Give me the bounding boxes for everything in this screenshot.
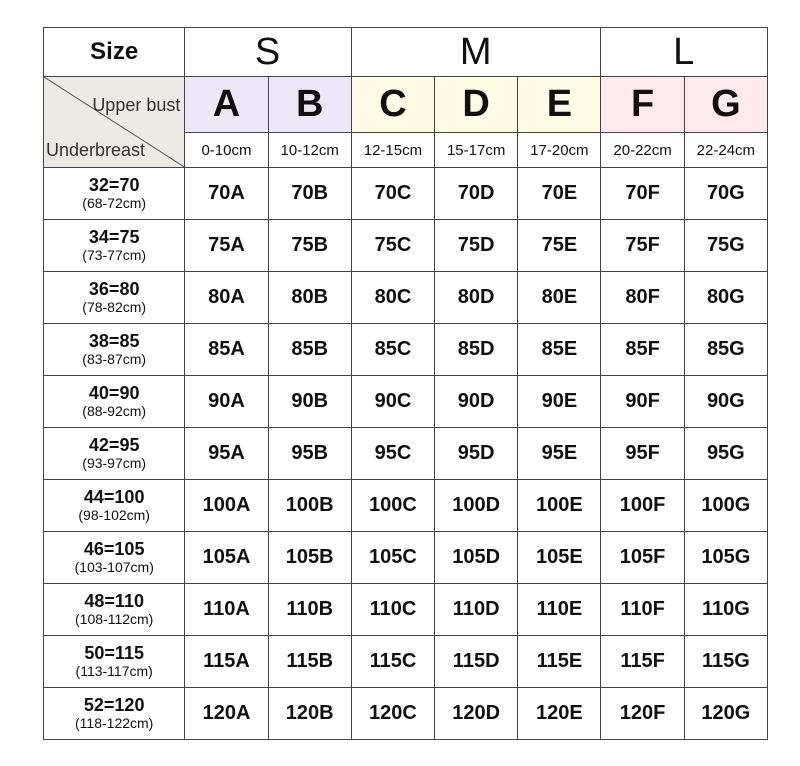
size-cell: 85B [268, 324, 351, 376]
band-size-cell [44, 272, 185, 324]
size-cell: 120E [518, 688, 601, 740]
band-range-label: (73-77cm) [82, 247, 147, 263]
table-row [44, 376, 768, 428]
size-cell: 100F [601, 480, 684, 532]
cup-range-f: 20-22cm [601, 133, 684, 168]
bra-size-chart [43, 27, 768, 740]
table-row [44, 272, 768, 324]
size-cell: 100E [518, 480, 601, 532]
size-cell: 75F [601, 220, 684, 272]
cup-range-a: 0-10cm [185, 133, 268, 168]
size-cell: 90A [185, 376, 268, 428]
size-cell: 100G [684, 480, 767, 532]
size-cell: 120A [185, 688, 268, 740]
size-cell: 115E [518, 636, 601, 688]
size-cell: 115F [601, 636, 684, 688]
size-cell: 105A [185, 532, 268, 584]
size-cell: 95F [601, 428, 684, 480]
size-cell: 80B [268, 272, 351, 324]
size-cell: 115B [268, 636, 351, 688]
band-size-label: 52=120 [83, 695, 145, 715]
band-size-cell [44, 688, 185, 740]
size-cell: 110F [601, 584, 684, 636]
band-size-label: 50=115 [84, 643, 144, 663]
size-cell: 120C [351, 688, 434, 740]
size-cell: 90F [601, 376, 684, 428]
size-cell: 80D [435, 272, 518, 324]
size-cell: 105E [518, 532, 601, 584]
size-cell: 110E [518, 584, 601, 636]
band-range-label: (98-102cm) [78, 507, 150, 523]
band-range-label: (78-82cm) [82, 299, 147, 315]
band-size-cell [44, 584, 185, 636]
size-cell: 110D [435, 584, 518, 636]
size-cell: 75G [684, 220, 767, 272]
size-cell: 70C [351, 168, 434, 220]
size-cell: 70D [435, 168, 518, 220]
size-cell: 80C [351, 272, 434, 324]
size-cell: 115G [684, 636, 767, 688]
table-row [44, 428, 768, 480]
size-cell: 85E [518, 324, 601, 376]
size-cell: 105D [435, 532, 518, 584]
cup-letter-g: G [684, 77, 767, 133]
size-header [44, 28, 185, 77]
size-cell: 120G [684, 688, 767, 740]
size-cell: 100A [185, 480, 268, 532]
band-size-cell [44, 636, 185, 688]
band-range-label: (113-117cm) [75, 663, 153, 679]
size-cell: 70F [601, 168, 684, 220]
band-size-cell [44, 480, 185, 532]
size-group-l: L [601, 28, 768, 77]
size-cell: 70G [684, 168, 767, 220]
size-cell: 75B [268, 220, 351, 272]
size-cell: 80G [684, 272, 767, 324]
table-row [44, 532, 768, 584]
table-row [44, 636, 768, 688]
size-cell: 95B [268, 428, 351, 480]
cup-range-c: 12-15cm [351, 133, 434, 168]
size-cell: 95G [684, 428, 767, 480]
size-cell: 110B [268, 584, 351, 636]
band-size-cell [44, 376, 185, 428]
size-cell: 80F [601, 272, 684, 324]
size-group-s: S [185, 28, 351, 77]
cup-letter-b: B [268, 77, 351, 133]
band-range-label: (103-107cm) [74, 559, 154, 575]
size-group-m: M [351, 28, 601, 77]
cup-letter-a: A [185, 77, 268, 133]
size-cell: 75D [435, 220, 518, 272]
size-cell: 75C [351, 220, 434, 272]
size-cell: 95D [435, 428, 518, 480]
cup-range-b: 10-12cm [268, 133, 351, 168]
cup-range-g: 22-24cm [684, 133, 767, 168]
size-cell: 110C [351, 584, 434, 636]
band-size-label: 46=105 [83, 539, 145, 559]
table-row [44, 688, 768, 740]
table-row [44, 480, 768, 532]
underbreast-label: Underbreast [46, 140, 146, 160]
band-range-label: (83-87cm) [82, 351, 147, 367]
cup-letter-f: F [601, 77, 684, 133]
size-cell: 120F [601, 688, 684, 740]
size-cell: 90C [351, 376, 434, 428]
band-size-label: 34=75 [88, 227, 140, 247]
size-header-label: Size [90, 38, 139, 65]
band-size-label: 42=95 [88, 435, 140, 455]
size-cell: 70E [518, 168, 601, 220]
size-cell: 100D [435, 480, 518, 532]
size-cell: 110G [684, 584, 767, 636]
size-cell: 120D [435, 688, 518, 740]
band-range-label: (118-122cm) [75, 715, 154, 731]
table-row [44, 220, 768, 272]
size-cell: 115A [185, 636, 268, 688]
band-size-label: 32=70 [88, 175, 140, 195]
size-cell: 105G [684, 532, 767, 584]
cup-letter-e: E [518, 77, 601, 133]
band-size-label: 38=85 [88, 331, 140, 351]
size-cell: 105B [268, 532, 351, 584]
size-cell: 85C [351, 324, 434, 376]
size-cell: 85G [684, 324, 767, 376]
size-cell: 75E [518, 220, 601, 272]
size-cell: 85F [601, 324, 684, 376]
band-size-cell [44, 220, 185, 272]
size-cell: 70A [185, 168, 268, 220]
table-row [44, 584, 768, 636]
cup-letter-row [44, 77, 768, 133]
size-cell: 90B [268, 376, 351, 428]
band-size-label: 44=100 [83, 487, 145, 507]
size-cell: 95A [185, 428, 268, 480]
size-cell: 90E [518, 376, 601, 428]
band-size-label: 48=110 [84, 591, 144, 611]
size-cell: 85A [185, 324, 268, 376]
band-range-label: (68-72cm) [82, 195, 147, 211]
size-cell: 115D [435, 636, 518, 688]
band-size-label: 36=80 [88, 279, 140, 299]
size-cell: 95C [351, 428, 434, 480]
cup-range-e: 17-20cm [518, 133, 601, 168]
size-cell: 90G [684, 376, 767, 428]
size-cell: 90D [435, 376, 518, 428]
band-size-label: 40=90 [88, 383, 140, 403]
band-size-cell [44, 168, 185, 220]
diagonal-header-cell [44, 77, 185, 168]
cup-letter-d: D [435, 77, 518, 133]
band-range-label: (108-112cm) [75, 611, 154, 627]
table-row [44, 168, 768, 220]
cup-letter-c: C [351, 77, 434, 133]
band-size-cell [44, 532, 185, 584]
size-cell: 115C [351, 636, 434, 688]
band-range-label: (93-97cm) [82, 455, 147, 471]
size-cell: 100C [351, 480, 434, 532]
size-cell: 80E [518, 272, 601, 324]
table-row [44, 324, 768, 376]
size-cell: 80A [185, 272, 268, 324]
size-cell: 105C [351, 532, 434, 584]
size-cell: 110A [185, 584, 268, 636]
size-cell: 70B [268, 168, 351, 220]
band-size-cell [44, 324, 185, 376]
size-cell: 105F [601, 532, 684, 584]
band-size-cell [44, 428, 185, 480]
size-cell: 120B [268, 688, 351, 740]
band-range-label: (88-92cm) [82, 403, 147, 419]
size-cell: 75A [185, 220, 268, 272]
cup-range-d: 15-17cm [435, 133, 518, 168]
upper-bust-label: Upper bust [92, 95, 181, 115]
size-cell: 95E [518, 428, 601, 480]
size-cell: 100B [268, 480, 351, 532]
size-cell: 85D [435, 324, 518, 376]
size-group-row [44, 28, 768, 77]
